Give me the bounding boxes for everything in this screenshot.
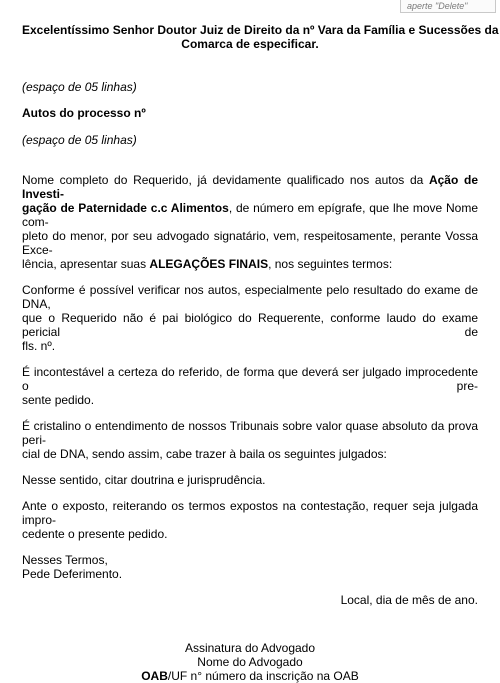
text-line <box>22 257 478 271</box>
text-run: Nome completo do Requerido, já devidamente qualificado nos autos da <box>22 173 429 187</box>
text-line: cial de DNA, sendo assim, cabe trazer à baila os seguintes julgados: <box>22 447 387 461</box>
instruction-tag: aperte "Delete" <box>400 0 496 13</box>
document-type: ALEGAÇÕES FINAIS <box>149 257 269 271</box>
spacing-note: (espaço de 05 linhas) <box>22 133 137 147</box>
place-date: Local, dia de mês de ano. <box>340 593 478 607</box>
oab-number-text: /UF n° número da inscrição na OAB <box>167 669 359 683</box>
text-line <box>22 201 478 229</box>
action-name: gação de Paternidade c.c Alimentos <box>22 201 229 215</box>
paragraph-intro <box>22 173 478 271</box>
signature-line: Assinatura do Advogado <box>184 641 316 655</box>
court-header <box>22 23 499 51</box>
lawyer-signature-block <box>22 641 478 683</box>
text-line <box>22 173 478 201</box>
text-run: , nos seguintes termos: <box>268 257 393 271</box>
court-header-line: Excelentíssimo Senhor Doutor Juiz de Direito da nº Vara da Família e Sucessões da <box>22 23 499 37</box>
text-line: fls. nº. <box>22 339 56 353</box>
text-run: , de número em epígrafe, que lhe move Nome com- <box>22 201 478 229</box>
oab-registration <box>22 669 478 683</box>
court-header-line: Comarca de especificar. <box>181 37 319 51</box>
paragraph-dna-exam <box>22 283 478 353</box>
petition-document <box>22 23 499 683</box>
text-line: Pede Deferimento. <box>22 567 123 581</box>
text-line: cedente o presente pedido. <box>22 527 168 541</box>
text-line: que o Requerido não é pai biológico do Requerente, conforme laudo do exame pericial de <box>22 311 478 339</box>
paragraph-certainty <box>22 365 478 407</box>
lawyer-name: Nome do Advogado <box>197 655 303 669</box>
process-heading: Autos do processo nº <box>22 106 146 120</box>
paragraph-conclusion <box>22 499 478 541</box>
closing-formula <box>22 553 478 581</box>
text-line: É cristalino o entendimento de nossos Tribunais sobre valor quase absoluto da prova peri- <box>22 419 478 447</box>
text-line: É incontestável a certeza do referido, de forma que deverá ser julgado improcedente o pre- <box>22 365 478 393</box>
text-line: Ante o exposto, reiterando os termos expostos na contestação, requer seja julgada impro- <box>22 499 478 527</box>
spacing-note: (espaço de 05 linhas) <box>22 80 137 94</box>
text-line: sente pedido. <box>22 393 95 407</box>
paragraph-tribunals <box>22 419 478 461</box>
paragraph-doctrine: Nesse sentido, citar doutrina e jurisprudência. <box>22 473 266 487</box>
text-line: Conforme é possível verificar nos autos, especialmente pelo resultado do exame de DNA, <box>22 283 478 311</box>
text-run: lência, apresentar suas <box>22 257 150 271</box>
oab-label: OAB <box>141 669 168 683</box>
text-line: Nesses Termos, <box>22 553 108 567</box>
text-line: pleto do menor, por seu advogado signatário, vem, respeitosamente, perante Vossa Exce- <box>22 229 478 257</box>
action-name: Ação de Investi- <box>22 173 478 201</box>
